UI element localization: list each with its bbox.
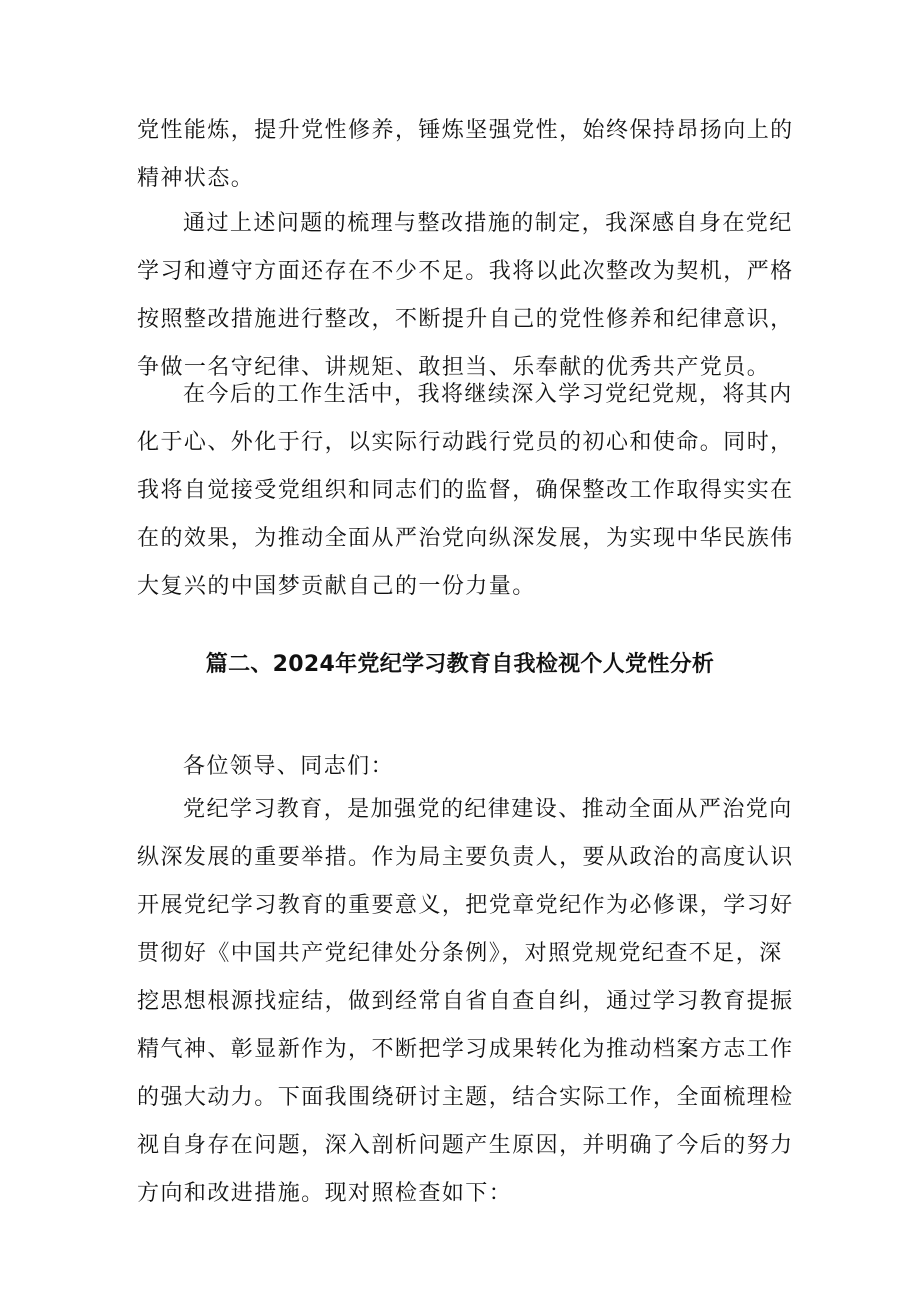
continuation-paragraph bbox=[137, 107, 794, 203]
salutation bbox=[137, 743, 787, 791]
text-line: 精神状态。 bbox=[137, 166, 255, 191]
text-line: 化于心、外化于行，以实际行动践行党员的初心和使命。同时， bbox=[137, 430, 794, 455]
text-line: 纵深发展的重要举措。作为局主要负责人，要从政治的高度认识 bbox=[137, 845, 794, 870]
text-line: 在今后的工作生活中，我将继续深入学习党纪党规，将其内 bbox=[183, 382, 793, 407]
text-line: 方向和改进措施。现对照检查如下： bbox=[137, 1181, 513, 1206]
text-line: 大复兴的中国梦贡献自己的一份力量。 bbox=[137, 574, 536, 599]
text-line: 党纪学习教育，是加强党的纪律建设、推动全面从严治党向 bbox=[183, 797, 793, 822]
text-line: 视自身存在问题，深入剖析问题产生原因，并明确了今后的努力 bbox=[137, 1133, 794, 1158]
text-line: 的强大动力。下面我围绕研讨主题，结合实际工作，全面梳理检 bbox=[137, 1085, 794, 1110]
text-line: 开展党纪学习教育的重要意义，把党章党纪作为必修课，学习好 bbox=[137, 893, 794, 918]
text-line: 按照整改措施进行整改，不断提升自己的党性修养和纪律意识， bbox=[137, 307, 794, 332]
introduction-paragraph bbox=[137, 786, 794, 1218]
text-line: 精气神、彰显新作为，不断把学习成果转化为推动档案方志工作 bbox=[137, 1037, 794, 1062]
text-line: 争做一名守纪律、讲规矩、敢担当、乐奉献的优秀共产党员。 bbox=[137, 355, 771, 380]
section-title: 篇二、2024年党纪学习教育自我检视个人党性分析 bbox=[205, 652, 715, 677]
text-line: 挖思想根源找症结，做到经常自省自查自纠，通过学习教育提振 bbox=[137, 989, 794, 1014]
future-commitment-paragraph bbox=[137, 371, 794, 611]
text-line: 学习和遵守方面还存在不少不足。我将以此次整改为契机，严格 bbox=[137, 259, 794, 284]
rectification-summary-paragraph bbox=[137, 200, 794, 392]
text-line: 我将自觉接受党组织和同志们的监督，确保整改工作取得实实在 bbox=[137, 478, 794, 503]
salutation-line: 各位领导、同志们： bbox=[183, 754, 395, 779]
text-line: 贯彻好《中国共产党纪律处分条例》，对照党规党纪查不足，深 bbox=[137, 941, 783, 966]
text-line: 通过上述问题的梳理与整改措施的制定，我深感自身在党纪 bbox=[183, 211, 793, 236]
text-line: 党性能炼，提升党性修养，锤炼坚强党性，始终保持昂扬向上的 bbox=[137, 118, 794, 143]
text-line: 在的效果，为推动全面从严治党向纵深发展，为实现中华民族伟 bbox=[137, 526, 794, 551]
